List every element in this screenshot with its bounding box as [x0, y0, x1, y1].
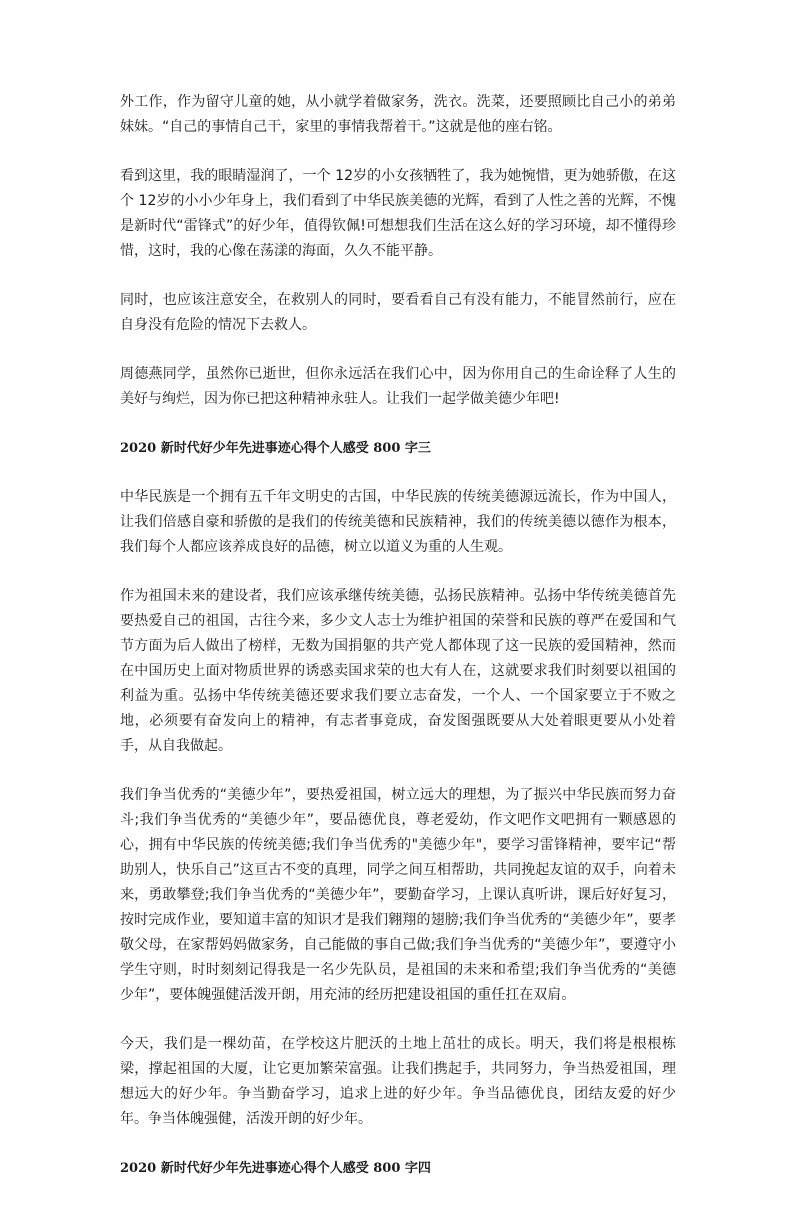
document-page	[120, 90, 676, 1205]
section-heading-four: 2020 新时代好少年先进事迹心得个人感受 800 字四	[120, 1161, 431, 1176]
paragraph: 外工作，作为留守儿童的她，从小就学着做家务，洗衣。洗菜，还要照顾比自己小的弟弟妹妹。“自己的事情自己干，家里的事情我帮着干。”这就是他的座右铭。	[120, 94, 676, 135]
paragraph: 中华民族是一个拥有五千年文明史的古国，中华民族的传统美德源远流长，作为中国人，让我们倍感自豪和骄傲的是我们的传统美德和民族精神，我们的传统美德以德作为根本，我们每个人都应该养成良好的品德，树立以道义为重的人生观。	[120, 489, 676, 555]
paragraph: 今天，我们是一棵幼苗，在学校这片肥沃的土地上茁壮的成长。明天，我们将是根根栋梁，撑起祖国的大厦，让它更加繁荣富强。让我们携起手，共同努力，争当热爱祖国，理想远大的好少年。争当勤奋学习，追求上进的好少年。争当品德优良，团结友爱的好少年。争当体魄强健，活泼开朗的好少年。	[120, 1036, 676, 1127]
paragraph: 作为祖国未来的建设者，我们应该承继传统美德，弘扬民族精神。弘扬中华传统美德首先要热爱自己的祖国，古往今来，多少文人志士为维护祖国的荣誉和民族的尊严在爱国和气节方面为后人做出了榜样，无数为国捐躯的共产党人都体现了这一民族的爱国精神，然而在中国历史上面对物质世界的诱惑卖国求荣的也大有人在，这就要求我们时刻要以祖国的利益为重。弘扬中华传统美德还要求我们要立志奋发，一个人、一个国家要立于不败之地，必须要有奋发向上的精神，有志者事竟成，奋发图强既要从大处着眼更要从小处着手，从自我做起。	[120, 588, 676, 754]
paragraph: 同时，也应该注意安全，在救别人的同时，要看看自己有没有能力，不能冒然前行，应在自身没有危险的情况下去救人。	[120, 292, 676, 333]
paragraph: 看到这里，我的眼睛湿润了，一个 12岁的小女孩牺牲了，我为她惋惜，更为她骄傲，在这个 12岁的小小少年身上，我们看到了中华民族美德的光辉，看到了人性之善的光辉，不愧是新时代“雷锋式”的好少年，值得钦佩!可想想我们生活在这么好的学习环境，却不懂得珍惜，这时，我的心像在荡漾的海面，久久不能平静。	[120, 168, 676, 259]
section-heading-three: 2020 新时代好少年先进事迹心得个人感受 800 字三	[120, 441, 431, 456]
paragraph: 周德燕同学，虽然你已逝世，但你永远活在我们心中，因为你用自己的生命诠释了人生的美好与绚烂，因为你已把这种精神永驻人。让我们一起学做美德少年吧!	[120, 366, 676, 407]
paragraph: 我们争当优秀的“美德少年”，要热爱祖国，树立远大的理想，为了振兴中华民族而努力奋斗;我们争当优秀的“美德少年”，要品德优良，尊老爱幼，作文吧作文吧拥有一颗感恩的心，拥有中华民族的传统美德;我们争当优秀的"美德少年"，要学习雷锋精神，要牢记“帮助别人，快乐自己”这亘古不变的真理，同学之间互相帮助，共同挽起友谊的双手，向着未来，勇敢攀登;我们争当优秀的“美德少年”，要勤奋学习，上课认真听讲，课后好好复习，按时完成作业，要知道丰富的知识才是我们翱翔的翅膀;我们争当优秀的“美德少年”，要孝敬父母，在家帮妈妈做家务，自己能做的事自己做;我们争当优秀的“美德少年”，要遵守小学生守则，时时刻刻记得我是一名少先队员，是祖国的未来和希望;我们争当优秀的“美德少年”，要体魄强健活泼开朗，用充沛的经历把建设祖国的重任扛在双肩。	[120, 787, 676, 1003]
